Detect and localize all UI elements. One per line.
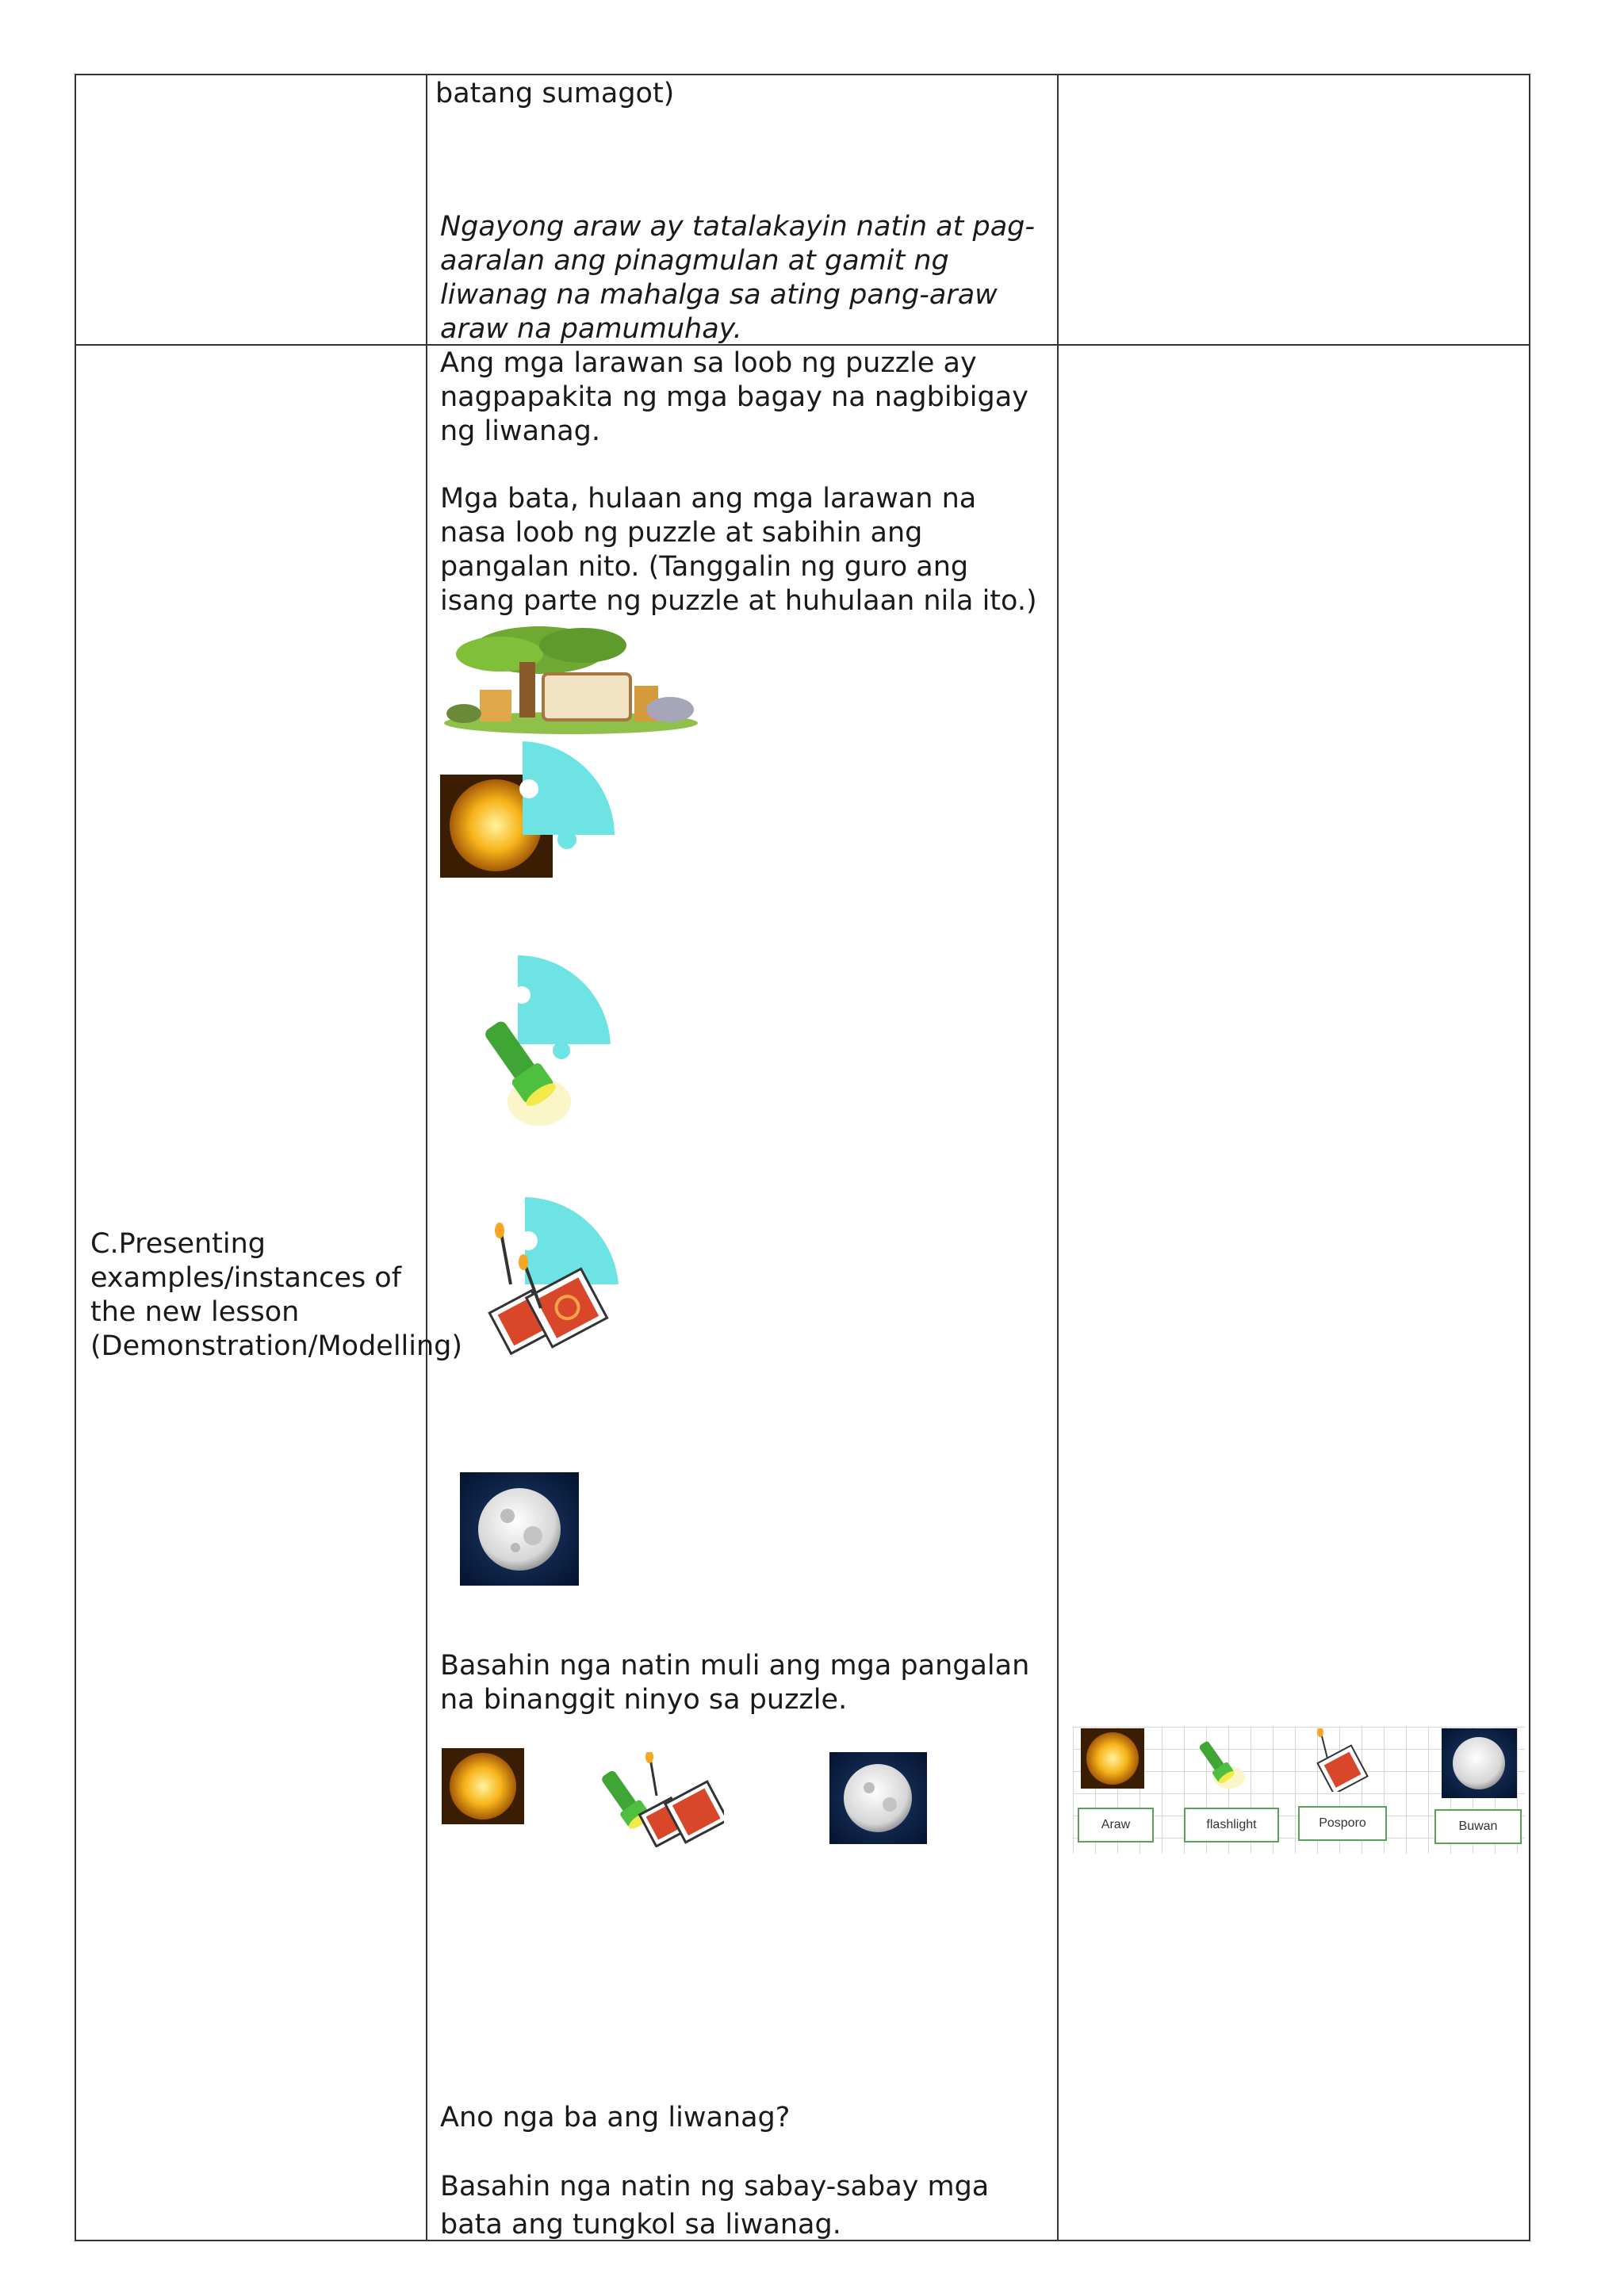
lesson-intro-italic: Ngayong araw ay tatalakayin natin at pag-aaralan ang pinagmulan at gamit ng liwanag na mahalga sa ating pang-araw araw na pamumuhay. [440, 211, 1035, 345]
puzzle-instruction: Mga bata, hulaan ang mga larawan na nasa loob ng puzzle at sabihin ang pangalan nito. (Tanggalin ng guro ang isang parte ng puzzle at huhulaan nila ito.) [440, 483, 1037, 617]
label-flashlight: flashlight [1184, 1808, 1279, 1843]
section-title: Presenting examples/instances of the new lesson (Demonstration/Modelling) [90, 1228, 463, 1362]
flashlight-puzzle-image [468, 955, 619, 1126]
table-border-left [75, 74, 76, 2241]
read-together-instruction: Basahin nga natin ng sabay-sabay mga bata ang tungkol sa liwanag. [440, 2171, 990, 2241]
matches-puzzle-image [485, 1197, 628, 1368]
label-buwan: Buwan [1434, 1809, 1522, 1844]
label-worksheet [1073, 1727, 1525, 1854]
label-posporo: Posporo [1298, 1806, 1387, 1841]
section-c-label [90, 1193, 463, 1364]
table-column-divider-1 [426, 74, 427, 2241]
table-border-right [1529, 74, 1530, 2241]
read-names-instruction: Basahin nga natin muli ang mga pangalan na binanggit ninyo sa puzzle. [440, 1650, 1030, 1716]
sun-small-image [442, 1748, 524, 1824]
flashlight-and-matches-image [601, 1752, 724, 1847]
table-border-top [75, 74, 1530, 75]
moon-image [460, 1472, 579, 1586]
worksheet-matches-image [1307, 1728, 1370, 1792]
worksheet-sun-image [1081, 1728, 1144, 1789]
moon-small-image [829, 1752, 927, 1844]
partial-response-text: batang sumagot) [435, 78, 675, 109]
puzzle-description: Ang mga larawan sa loob ng puzzle ay nagpapakita ng mga bagay na nagbibigay ng liwanag. [440, 347, 1028, 447]
worksheet-moon-image [1442, 1728, 1517, 1798]
label-araw: Araw [1078, 1808, 1154, 1843]
sun-puzzle-image [440, 741, 622, 880]
worksheet-flashlight-image [1196, 1733, 1251, 1790]
jungle-sign-image [444, 618, 718, 737]
table-column-divider-2 [1057, 74, 1059, 2241]
question-text: Ano nga ba ang liwanag? [440, 2102, 791, 2133]
section-letter: C. [90, 1228, 119, 1260]
